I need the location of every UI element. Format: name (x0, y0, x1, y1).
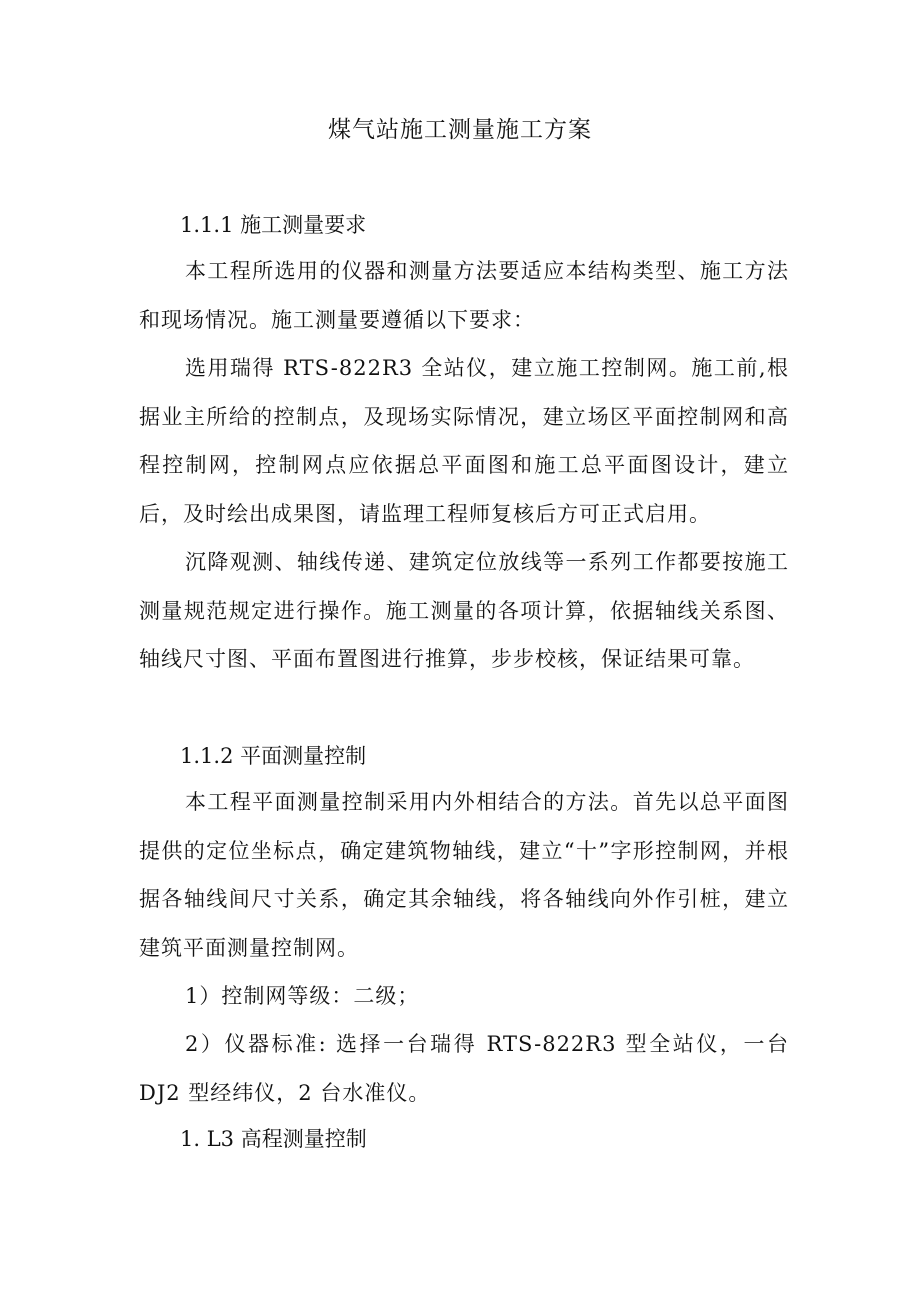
paragraph: 本工程平面测量控制采用内外相结合的方法。首先以总平面图提供的定位坐标点，确定建筑物轴线，建立“十”字形控制网，并根据各轴线间尺寸关系，确定其余轴线，将各轴线向外作引桩，建立建筑平面测量控制网。 (139, 790, 789, 960)
list-item: 1）控制网等级：二级； (185, 984, 420, 1008)
paragraph: 本工程所选用的仪器和测量方法要适应本结构类型、施工方法和现场情况。施工测量要遵循以下要求： (139, 259, 789, 332)
paragraph: 选用瑞得 RTS-822R3 全站仪，建立施工控制网。施工前,根据业主所给的控制点，及现场实际情况，建立场区平面控制网和高程控制网，控制网点应依据总平面图和施工总平面图设计，建立后，及时绘出成果图，请监理工程师复核后方可正式启用。 (139, 356, 789, 526)
document-title: 煤气站施工测量施工方案 (328, 117, 592, 143)
section-heading-1-1-3: 1. L3 高程测量控制 (180, 1127, 367, 1151)
section-heading-1-1-1: 1.1.1 施工测量要求 (180, 213, 367, 237)
list-item: 2）仪器标准: 选择一台瑞得 RTS-822R3 型全站仪，一台 DJ2 型经纬仪，2 台水准仪。 (139, 1032, 789, 1105)
section-heading-1-1-2: 1.1.2 平面测量控制 (180, 744, 367, 768)
paragraph: 沉降观测、轴线传递、建筑定位放线等一系列工作都要按施工测量规范规定进行操作。施工测量的各项计算，依据轴线关系图、轴线尺寸图、平面布置图进行推算，步步校核，保证结果可靠。 (139, 550, 789, 671)
